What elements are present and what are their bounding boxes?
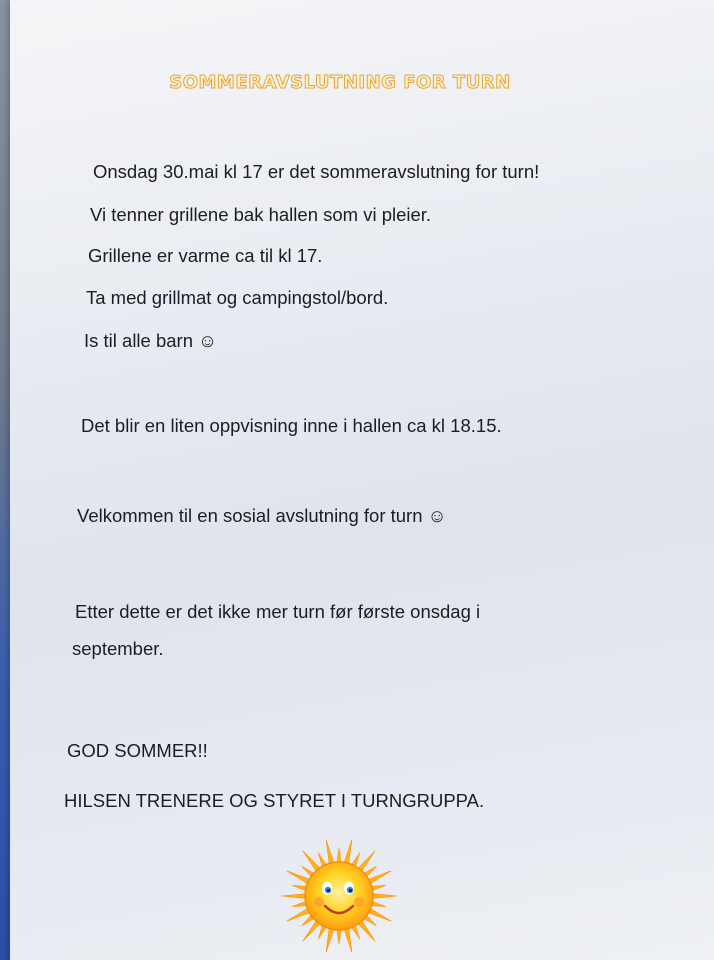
text-line: Velkommen til en sosial avslutning for turn ☺ (77, 505, 447, 526)
signature-line: HILSEN TRENERE OG STYRET I TURNGRUPPA. (64, 790, 485, 811)
text-line: Onsdag 30.mai kl 17 er det sommeravslutning for turn! (93, 161, 540, 182)
text-line: Ta med grillmat og campingstol/bord. (86, 287, 389, 308)
text-line: Is til alle barn ☺ (84, 330, 218, 351)
smiling-sun-icon (278, 832, 400, 960)
text-line: Vi tenner grillene bak hallen som vi pleier. (90, 204, 432, 225)
text-line: september. (72, 638, 164, 659)
paper-sheet (10, 0, 714, 960)
text-line: Etter dette er det ikke mer turn før første onsdag i (75, 601, 481, 622)
page-title: SOMMERAVSLUTNING FOR TURN (169, 72, 511, 93)
closing-greeting: GOD SOMMER!! (67, 740, 208, 761)
text-line: Det blir en liten oppvisning inne i hallen ca kl 18.15. (81, 415, 502, 436)
text-line: Grillene er varme ca til kl 17. (88, 245, 323, 266)
